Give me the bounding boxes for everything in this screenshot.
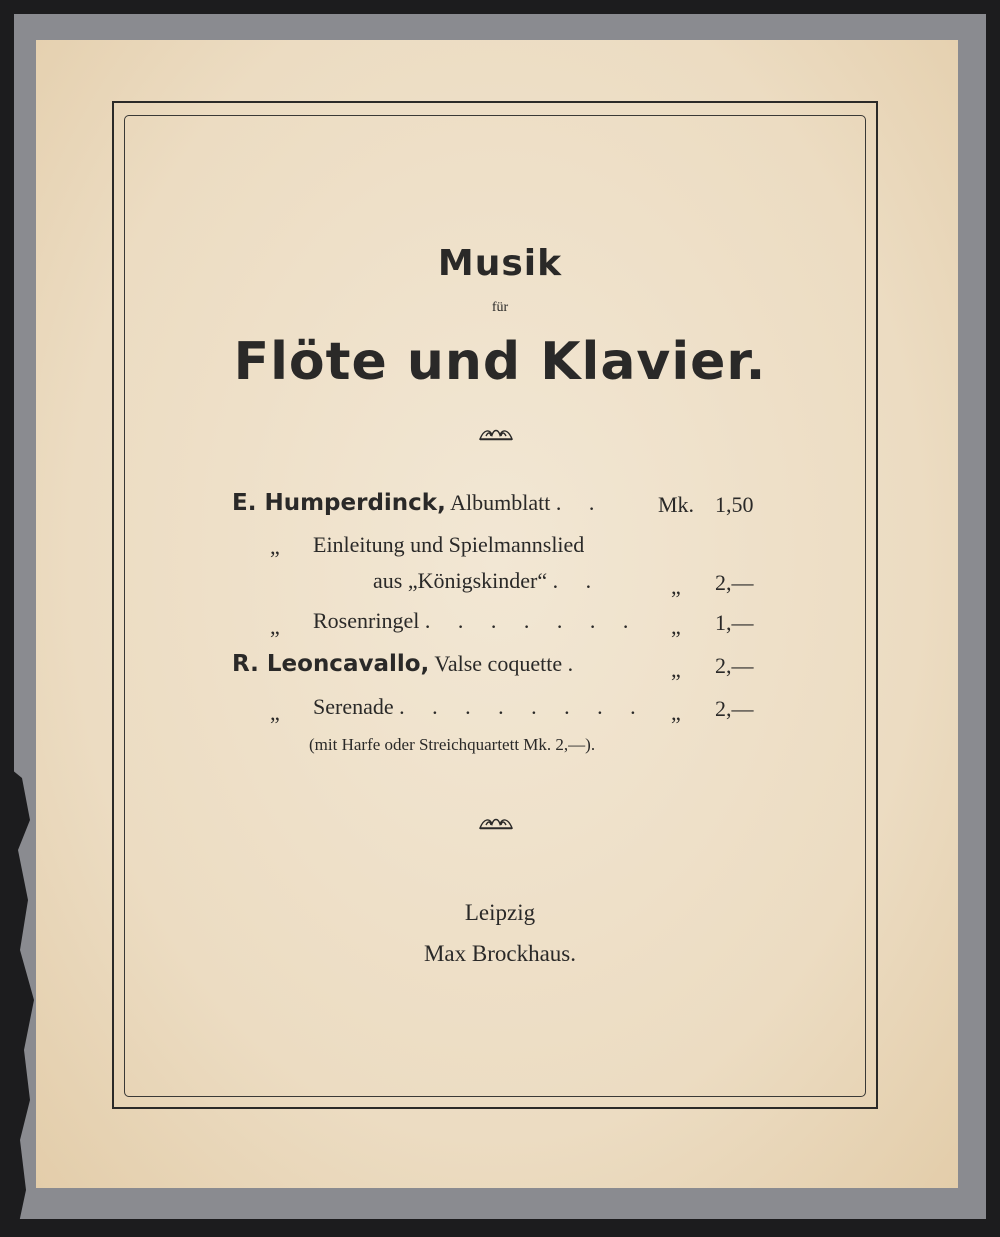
list-item: [313, 608, 639, 634]
publisher-city: Leipzig: [464, 900, 536, 925]
floral-ornament-icon: [478, 816, 514, 830]
work-title: Serenade: [313, 694, 394, 719]
work-title: Einleitung und Spielmannslied: [313, 532, 585, 557]
price: 1,—: [715, 610, 754, 635]
price: 2,—: [715, 570, 754, 595]
torn-edge: [0, 760, 40, 1237]
composer-leoncavallo: R. Leoncavallo,: [232, 651, 430, 677]
ditto-mark: „: [671, 614, 681, 639]
ditto-mark: „: [270, 700, 280, 725]
leader-dots: . . . . . . .: [424, 608, 640, 633]
list-item: [373, 568, 602, 594]
work-title: Albumblatt: [450, 490, 551, 515]
list-item: [232, 490, 605, 516]
leader-dots: . . . . . . . .: [399, 694, 647, 719]
ditto-mark: „: [671, 657, 681, 682]
ditto-mark: „: [671, 700, 681, 725]
currency-label: Mk.: [658, 492, 695, 517]
ditto-mark: „: [270, 534, 280, 559]
ditto-mark: „: [270, 614, 280, 639]
work-title: Rosenringel: [313, 608, 420, 633]
price: 2,—: [715, 653, 754, 678]
publisher-name: Max Brockhaus.: [423, 941, 577, 966]
work-title: Valse coquette: [434, 651, 563, 676]
title-musik: Musik: [437, 243, 563, 284]
title-fuer: für: [491, 300, 509, 315]
leader-dots: . .: [555, 490, 606, 515]
floral-ornament-icon: [478, 427, 514, 441]
list-item: [313, 694, 647, 720]
price: 1,50: [715, 492, 754, 517]
work-title-continued: aus „Königskinder“: [373, 568, 548, 593]
composer-humperdinck: E. Humperdinck,: [232, 490, 446, 516]
list-item: [232, 651, 584, 677]
main-title: Flöte und Klavier.: [233, 332, 767, 392]
leader-dots: . .: [552, 568, 603, 593]
price: 2,—: [715, 696, 754, 721]
leader-dots: .: [567, 651, 585, 676]
ditto-mark: „: [671, 574, 681, 599]
instrumentation-note: (mit Harfe oder Streichquartett Mk. 2,—).: [309, 735, 596, 754]
